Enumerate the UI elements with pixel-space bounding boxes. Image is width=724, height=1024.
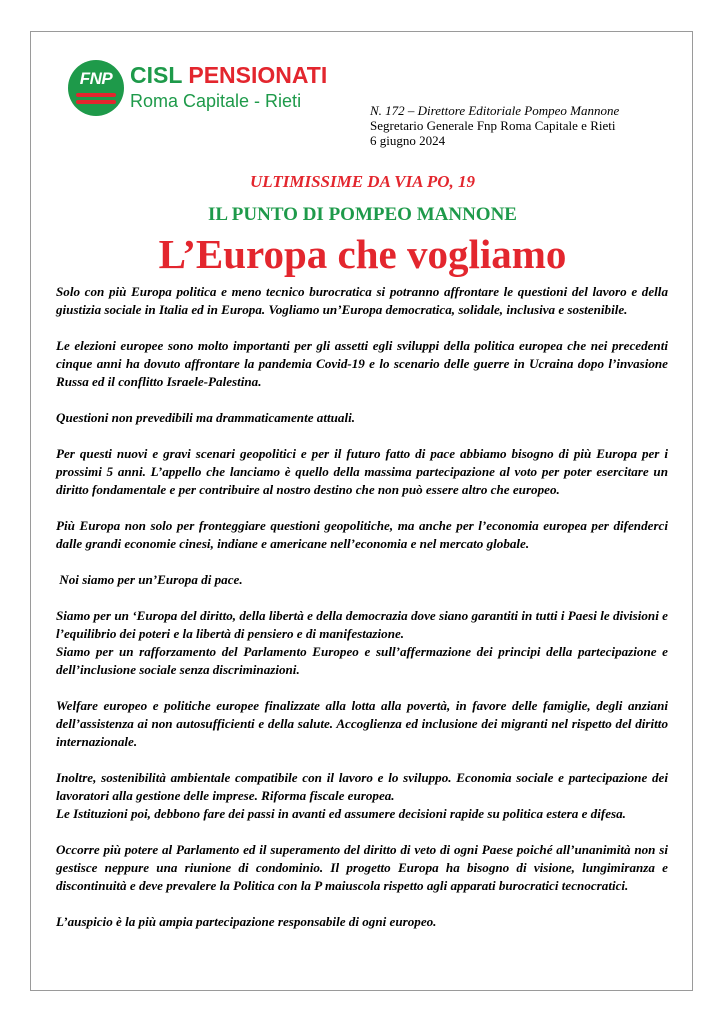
body-paragraph: Occorre più potere al Parlamento ed il superamento del diritto di veto di ogni Paese poiché all’unanimità non si gestisce neppure una riunione di condominio. Il progetto Europa ha bisogno di visione, lungimiranza e discontinuità e deve prevalere la Politica con la P maiuscola rispetto agli apparati burocratici tecnocratici.: [56, 842, 668, 893]
logo-brand-sub: Roma Capitale - Rieti: [130, 91, 302, 111]
meta-secretary-line: Segretario Generale Fnp Roma Capitale e Rieti: [370, 118, 616, 133]
fnp-cisl-logo: [68, 60, 328, 116]
logo-stripe: [76, 93, 116, 97]
logo-brand-pensionati: PENSIONATI: [188, 62, 328, 88]
body-paragraph: Siamo per un rafforzamento del Parlamento Europeo e sull’affermazione dei principi della partecipazione e dell’inclusione sociale senza discriminazioni.: [56, 644, 668, 677]
editorial-meta: [370, 103, 619, 148]
body-paragraph: L’auspicio è la più ampia partecipazione responsabile di ogni europeo.: [56, 914, 437, 929]
document-page: [30, 31, 693, 991]
body-paragraph: Per questi nuovi e gravi scenari geopolitici e per il futuro fatto di pace abbiamo bisogno di più Europa per i prossimi 5 anni. L’appello che lanciamo è quello della massima partecipazione al voto per poter esercitare un diritto fondamentale e per contribuire al nostro destino che non può essere altro che europeo.: [56, 446, 668, 497]
body-paragraph: Welfare europeo e politiche europee finalizzate alla lotta alla povertà, in favore delle famiglie, degli anziani dell’assistenza ai non autosufficienti e della salute. Accoglienza ed inclusione dei migranti nel rispetto del diritto internazionale.: [56, 698, 668, 749]
body-paragraph: Questioni non prevedibili ma drammaticamente attuali.: [56, 410, 355, 425]
body-paragraph: Più Europa non solo per fronteggiare questioni geopolitiche, ma anche per l’economia europea per difenderci dalle grandi economie cinesi, indiane e americane nell’economia e nel mercato globale.: [56, 518, 668, 551]
body-paragraph: Noi siamo per un’Europa di pace.: [56, 572, 243, 587]
fnp-logo-mark: [68, 60, 124, 116]
article-title: L’Europa che vogliamo: [158, 231, 567, 277]
article-body: [56, 283, 668, 949]
body-paragraph: Le Istituzioni poi, debbono fare dei passi in avanti ed assumere decisioni rapide su politica estera e difesa.: [56, 806, 626, 821]
logo-brand-name: [130, 62, 327, 88]
body-paragraph: Solo con più Europa politica e meno tecnico burocratica si potranno affrontare le questioni del lavoro e della giustizia sociale in Italia ed in Europa. Vogliamo un’Europa democratica, solidale, inclusiva e sostenibile.: [56, 284, 668, 317]
logo-stripe: [76, 100, 116, 104]
meta-date: 6 giugno 2024: [370, 133, 446, 148]
body-paragraph: Inoltre, sostenibilità ambientale compatibile con il lavoro e lo sviluppo. Economia sociale e partecipazione dei lavoratori alla gestione delle imprese. Riforma fiscale europea.: [56, 770, 668, 803]
meta-issue-line: N. 172 – Direttore Editoriale Pompeo Mannone: [370, 103, 620, 118]
body-paragraph: Le elezioni europee sono molto importanti per gli assetti egli sviluppi della politica europea che nei precedenti cinque anni ha dovuto affrontare la pandemia Covid-19 e lo scenario delle guerre in Ucraina dopo l’invasione Russa ed il conflitto Israele-Palestina.: [56, 338, 668, 389]
logo-brand-cisl: CISL: [130, 62, 182, 88]
logo-mark-text: FNP: [79, 69, 113, 88]
kicker-heading: ULTIMISSIME DA VIA PO, 19: [249, 172, 475, 191]
body-paragraph: Siamo per un ‘Europa del diritto, della libertà e della democrazia dove siano garantiti in tutti i Paesi le divisioni e l’equilibrio dei poteri e la libertà di pensiero e di manifestazione.: [56, 608, 668, 641]
column-subtitle: IL PUNTO DI POMPEO MANNONE: [208, 204, 517, 225]
